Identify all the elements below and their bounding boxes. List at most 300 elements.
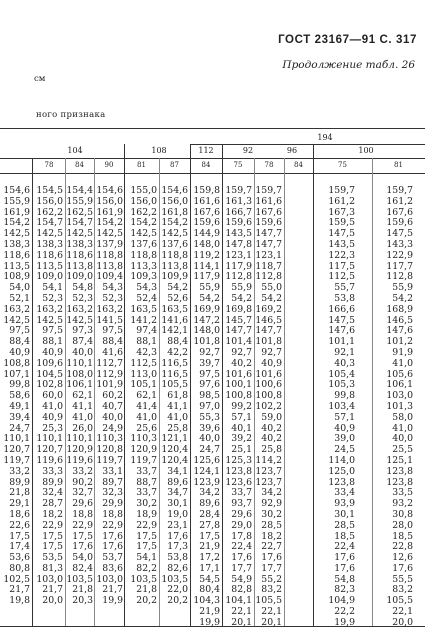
table-cell: 109,4 xyxy=(96,271,123,283)
table-cell: 167,6 xyxy=(193,206,220,218)
table-cell: 105,5 xyxy=(161,379,188,391)
table-cell: 159,7 xyxy=(328,185,355,196)
table-cell: 22,4 xyxy=(231,541,252,553)
table-cell: 88,7 xyxy=(136,476,157,488)
rule-head xyxy=(0,173,425,174)
table-cell: 88,4 xyxy=(167,336,188,348)
table-cell: 30,2 xyxy=(136,498,157,510)
table-cell: 121,1 xyxy=(161,433,188,445)
table-cell: 99,8 xyxy=(9,379,30,391)
table-cell: 97,5 xyxy=(9,325,30,337)
table-cell: 54,0 xyxy=(72,552,93,564)
table-cell: 20,2 xyxy=(167,595,188,607)
table-cell: 53,6 xyxy=(9,552,30,564)
table-cell: 105,1 xyxy=(130,379,157,391)
table-cell: 109,0 xyxy=(66,271,93,283)
table-cell: 21,8 xyxy=(72,584,93,596)
table-cell: 32,7 xyxy=(72,487,93,499)
table-cell: 80,8 xyxy=(9,562,30,574)
table-cell: 25,6 xyxy=(136,422,157,434)
table-cell: 24,7 xyxy=(9,422,30,434)
table-cell: 120,9 xyxy=(130,444,157,456)
table-cell: 163,2 xyxy=(66,303,93,315)
data-column xyxy=(33,186,63,607)
table-cell: 55,0 xyxy=(261,282,282,294)
table-cell: 105,4 xyxy=(328,368,355,380)
table-cell: 54,1 xyxy=(42,282,63,294)
table-cell: 54,9 xyxy=(231,573,252,585)
table-cell: 112,7 xyxy=(96,357,123,369)
table-cell: 17,4 xyxy=(9,541,30,553)
table-cell: 17,5 xyxy=(199,530,220,542)
table-cell: 118,7 xyxy=(255,260,282,272)
table-cell: 142,5 xyxy=(3,314,30,326)
table-cell: 24,5 xyxy=(334,444,355,456)
table-cell: 123,8 xyxy=(225,465,252,477)
table-cell: 161,3 xyxy=(225,195,252,207)
table-cell: 142,5 xyxy=(36,228,63,240)
table-cell: 159,5 xyxy=(328,217,355,229)
table-cell: 32,3 xyxy=(102,487,123,499)
table-cell: 21,9 xyxy=(199,541,220,553)
table-cell: 155,9 xyxy=(66,195,93,207)
table-cell: 40,1 xyxy=(231,422,252,434)
rule-v-9 xyxy=(284,158,285,626)
table-cell: 123,9 xyxy=(193,476,220,488)
rule-v-4 xyxy=(124,144,125,626)
table-cell: 154,6 xyxy=(96,185,123,196)
table-cell: 42,2 xyxy=(167,346,188,358)
table-cell: 109,0 xyxy=(36,271,63,283)
table-cell: 22,4 xyxy=(334,541,355,553)
table-cell: 18,5 xyxy=(334,530,355,542)
table-cell: 21,9 xyxy=(199,606,220,618)
table-cell: 109,9 xyxy=(161,271,188,283)
table-cell: 25,8 xyxy=(167,422,188,434)
table-cell: 156,0 xyxy=(36,195,63,207)
table-cell: 163,2 xyxy=(3,303,30,315)
data-column xyxy=(222,186,252,629)
table-cell: 17,8 xyxy=(231,530,252,542)
table-cell: 147,6 xyxy=(328,325,355,337)
table-cell: 110,1 xyxy=(66,357,93,369)
data-column xyxy=(191,186,220,629)
table-cell: 125,3 xyxy=(225,454,252,466)
table-cell: 110,3 xyxy=(130,433,157,445)
table-cell: 159,6 xyxy=(386,217,413,229)
table-cell: 99,2 xyxy=(231,400,252,412)
table-cell: 17,2 xyxy=(199,552,220,564)
table-cell: 82,6 xyxy=(167,562,188,574)
table-cell: 39,4 xyxy=(9,411,30,423)
table-cell: 25,8 xyxy=(261,444,282,456)
table-cell: 114,1 xyxy=(193,260,220,272)
table-cell: 41,1 xyxy=(167,400,188,412)
table-cell: 113,5 xyxy=(3,260,30,272)
table-cell: 55,9 xyxy=(231,282,252,294)
table-cell: 107,1 xyxy=(3,368,30,380)
table-cell: 24,9 xyxy=(102,422,123,434)
table-cell: 161,9 xyxy=(3,206,30,218)
table-cell: 92,7 xyxy=(231,346,252,358)
table-cell: 92,7 xyxy=(261,346,282,358)
table-cell: 17,6 xyxy=(334,552,355,564)
table-cell: 116,5 xyxy=(161,368,188,380)
subheader: 84 xyxy=(201,161,211,169)
table-cell: 22,7 xyxy=(261,541,282,553)
table-cell: 109,6 xyxy=(36,357,63,369)
table-cell: 52,3 xyxy=(42,292,63,304)
table-cell: 19,8 xyxy=(9,595,30,607)
table-cell: 161,2 xyxy=(386,195,413,207)
table-cell: 159,7 xyxy=(386,185,413,196)
table-cell: 138,3 xyxy=(36,238,63,250)
table-cell: 23,1 xyxy=(167,519,188,531)
table-cell: 117,9 xyxy=(193,271,220,283)
table-cell: 39,0 xyxy=(334,433,355,445)
table-cell: 82,2 xyxy=(136,562,157,574)
table-cell: 163,2 xyxy=(96,303,123,315)
table-cell: 147,5 xyxy=(328,314,355,326)
table-cell: 18,5 xyxy=(392,530,413,542)
table-cell: 147,7 xyxy=(225,325,252,337)
table-cell: 120,7 xyxy=(36,444,63,456)
table-cell: 101,8 xyxy=(193,336,220,348)
table-cell: 55,3 xyxy=(199,411,220,423)
table-cell: 54,2 xyxy=(261,292,282,304)
table-cell: 93,2 xyxy=(392,498,413,510)
data-column xyxy=(64,186,93,607)
table-cell: 33,2 xyxy=(9,465,30,477)
table-cell: 123,8 xyxy=(386,465,413,477)
table-cell: 54,1 xyxy=(136,552,157,564)
table-cell: 22,9 xyxy=(102,519,123,531)
data-column xyxy=(126,186,157,607)
table-cell: 169,8 xyxy=(225,303,252,315)
table-cell: 40,9 xyxy=(9,346,30,358)
table-cell: 154,7 xyxy=(66,217,93,229)
table-cell: 108,9 xyxy=(3,271,30,283)
table-cell: 18,2 xyxy=(42,508,63,520)
table-cell: 22,9 xyxy=(72,519,93,531)
table-cell: 21,8 xyxy=(136,584,157,596)
table-cell: 58,0 xyxy=(392,411,413,423)
table-cell: 17,7 xyxy=(261,562,282,574)
data-column xyxy=(0,186,30,607)
table-cell: 25,3 xyxy=(42,422,63,434)
table-cell: 18,9 xyxy=(136,508,157,520)
table-cell: 169,2 xyxy=(255,303,282,315)
rule-group xyxy=(190,144,425,145)
table-cell: 54,5 xyxy=(199,573,220,585)
table-cell: 119,7 xyxy=(130,454,157,466)
table-cell: 142,5 xyxy=(36,314,63,326)
table-cell: 146,5 xyxy=(255,314,282,326)
table-cell: 97,5 xyxy=(102,325,123,337)
table-cell: 29,9 xyxy=(102,498,123,510)
table-cell: 92,1 xyxy=(334,346,355,358)
table-cell: 29,1 xyxy=(9,498,30,510)
table-cell: 34,2 xyxy=(199,487,220,499)
table-cell: 33,2 xyxy=(72,465,93,477)
table-cell: 123,8 xyxy=(328,476,355,488)
table-cell: 52,6 xyxy=(167,292,188,304)
table-cell: 58,6 xyxy=(9,390,30,402)
table-cell: 156,0 xyxy=(130,195,157,207)
table-cell: 110,1 xyxy=(3,433,30,445)
table-cell: 40,0 xyxy=(102,411,123,423)
table-cell: 17,5 xyxy=(9,530,30,542)
table-cell: 19,9 xyxy=(199,616,220,628)
table-cell: 137,9 xyxy=(96,238,123,250)
table-cell: 144,9 xyxy=(193,228,220,240)
table-cell: 55,7 xyxy=(334,282,355,294)
table-cell: 103,0 xyxy=(96,573,123,585)
table-cell: 62,1 xyxy=(72,390,93,402)
table-cell: 110,3 xyxy=(96,433,123,445)
table-cell: 60,2 xyxy=(102,390,123,402)
table-cell: 155,9 xyxy=(3,195,30,207)
table-cell: 22,9 xyxy=(42,519,63,531)
table-cell: 33,7 xyxy=(136,465,157,477)
table-cell: 21,8 xyxy=(9,487,30,499)
table-cell: 112,5 xyxy=(130,357,157,369)
table-cell: 103,5 xyxy=(130,573,157,585)
table-cell: 166,7 xyxy=(225,206,252,218)
table-cell: 167,6 xyxy=(255,206,282,218)
table-cell: 119,6 xyxy=(66,454,93,466)
table-cell: 41,0 xyxy=(42,400,63,412)
table-cell: 147,2 xyxy=(193,314,220,326)
table-cell: 39,2 xyxy=(231,433,252,445)
table-cell: 40,7 xyxy=(102,400,123,412)
table-cell: 28,7 xyxy=(42,498,63,510)
table-cell: 108,0 xyxy=(66,368,93,380)
table-cell: 154,6 xyxy=(3,185,30,196)
table-cell: 112,5 xyxy=(328,271,355,283)
table-cell: 19,9 xyxy=(334,616,355,628)
table-cell: 19,9 xyxy=(102,595,123,607)
table-cell: 54,2 xyxy=(167,282,188,294)
table-cell: 30,1 xyxy=(334,508,355,520)
table-cell: 40,0 xyxy=(199,433,220,445)
standard-header: ГОСТ 23167—91 С. 317 xyxy=(278,34,417,46)
table-cell: 113,8 xyxy=(161,260,188,272)
table-cell: 103,5 xyxy=(66,573,93,585)
table-cell: 100,1 xyxy=(225,379,252,391)
subheader: 84 xyxy=(294,161,303,169)
table-cell: 123,6 xyxy=(225,476,252,488)
table-cell: 154,2 xyxy=(3,217,30,229)
table-cell: 18,8 xyxy=(72,508,93,520)
table-cell: 167,6 xyxy=(386,206,413,218)
table-cell: 147,5 xyxy=(386,228,413,240)
table-cell: 97,5 xyxy=(42,325,63,337)
table-cell: 54,2 xyxy=(392,292,413,304)
table-cell: 147,6 xyxy=(386,325,413,337)
table-cell: 87,4 xyxy=(72,336,93,348)
row-label-fragment: ного признака xyxy=(36,110,106,120)
table-cell: 119,2 xyxy=(193,249,220,261)
table-cell: 162,5 xyxy=(66,206,93,218)
subheader: 81 xyxy=(394,161,403,169)
table-cell: 18,8 xyxy=(102,508,123,520)
table-cell: 143,3 xyxy=(386,238,413,250)
table-cell: 52,3 xyxy=(102,292,123,304)
table-cell: 104,3 xyxy=(193,595,220,607)
subheader: 87 xyxy=(170,161,179,169)
table-cell: 30,2 xyxy=(261,508,282,520)
table-cell: 125,1 xyxy=(386,454,413,466)
table-cell: 82,3 xyxy=(334,584,355,596)
table-cell: 82,4 xyxy=(72,562,93,574)
group-header: 108 xyxy=(151,146,167,155)
table-cell: 93,7 xyxy=(231,498,252,510)
table-cell: 12,6 xyxy=(392,552,413,564)
table-cell: 40,2 xyxy=(231,357,252,369)
table-cell: 28,5 xyxy=(334,519,355,531)
table-cell: 57,1 xyxy=(334,411,355,423)
table-cell: 82,8 xyxy=(231,584,252,596)
table-cell: 22,9 xyxy=(136,519,157,531)
table-cell: 27,8 xyxy=(199,519,220,531)
table-cell: 120,9 xyxy=(66,444,93,456)
table-cell: 89,6 xyxy=(167,476,188,488)
table-cell: 123,1 xyxy=(225,249,252,261)
table-cell: 53,8 xyxy=(334,292,355,304)
table-cell: 52,3 xyxy=(72,292,93,304)
table-cell: 162,2 xyxy=(130,206,157,218)
group-header: 104 xyxy=(67,146,83,155)
table-cell: 159,6 xyxy=(193,217,220,229)
table-cell: 17,5 xyxy=(42,530,63,542)
table-cell: 99,8 xyxy=(334,390,355,402)
table-cell: 147,8 xyxy=(225,238,252,250)
table-cell: 18,2 xyxy=(261,530,282,542)
table-cell: 142,5 xyxy=(3,228,30,240)
table-cell: 103,5 xyxy=(161,573,188,585)
table-cell: 123,1 xyxy=(255,249,282,261)
table-cell: 28,4 xyxy=(199,508,220,520)
table-cell: 97,6 xyxy=(199,379,220,391)
table-cell: 54,3 xyxy=(102,282,123,294)
table-cell: 142,5 xyxy=(96,228,123,240)
table-cell: 102,8 xyxy=(36,379,63,391)
table-cell: 159,8 xyxy=(193,185,220,196)
table-cell: 39,6 xyxy=(199,422,220,434)
table-cell: 29,6 xyxy=(231,508,252,520)
table-cell: 109,3 xyxy=(130,271,157,283)
table-cell: 161,6 xyxy=(255,195,282,207)
table-cell: 54,2 xyxy=(199,292,220,304)
table-cell: 145,7 xyxy=(225,314,252,326)
table-cell: 89,7 xyxy=(102,476,123,488)
table-cell: 97,4 xyxy=(136,325,157,337)
table-cell: 168,9 xyxy=(386,303,413,315)
table-cell: 97,0 xyxy=(199,400,220,412)
table-cell: 148,0 xyxy=(193,325,220,337)
table-cell: 159,7 xyxy=(255,185,282,196)
table-cell: 112,9 xyxy=(96,368,123,380)
table-cell: 148,0 xyxy=(193,238,220,250)
table-cell: 54,2 xyxy=(231,292,252,304)
table-cell: 167,3 xyxy=(328,206,355,218)
table-cell: 21,7 xyxy=(42,584,63,596)
table-cell: 123,8 xyxy=(386,476,413,488)
group-header: 92 xyxy=(242,146,254,155)
rule-sub xyxy=(0,158,425,159)
table-cell: 120,7 xyxy=(3,444,30,456)
table-cell: 52,4 xyxy=(136,292,157,304)
table-cell: 108,8 xyxy=(3,357,30,369)
table-cell: 17,6 xyxy=(261,552,282,564)
table-cell: 138,3 xyxy=(66,238,93,250)
table-cell: 105,6 xyxy=(386,368,413,380)
table-cell: 89,9 xyxy=(9,476,30,488)
table-cell: 54,0 xyxy=(9,282,30,294)
table-cell: 89,6 xyxy=(199,498,220,510)
table-cell: 114,0 xyxy=(328,454,355,466)
table-cell: 159,6 xyxy=(255,217,282,229)
table-cell: 32,4 xyxy=(42,487,63,499)
table-cell: 22,0 xyxy=(167,584,188,596)
table-cell: 55,5 xyxy=(392,573,413,585)
table-cell: 141,6 xyxy=(161,314,188,326)
table-cell: 104,9 xyxy=(328,595,355,607)
table-cell: 117,5 xyxy=(328,260,355,272)
table-cell: 29,0 xyxy=(231,519,252,531)
table-cell: 28,0 xyxy=(392,519,413,531)
table-cell: 80,4 xyxy=(199,584,220,596)
table-cell: 17,5 xyxy=(42,541,63,553)
table-cell: 122,3 xyxy=(328,249,355,261)
table-cell: 93,9 xyxy=(334,498,355,510)
table-cell: 20,1 xyxy=(261,616,282,628)
table-cell: 17,6 xyxy=(392,562,413,574)
table-cell: 142,5 xyxy=(66,228,93,240)
group-header: 100 xyxy=(358,146,374,155)
table-cell: 120,8 xyxy=(96,444,123,456)
table-cell: 101,4 xyxy=(225,336,252,348)
table-cell: 30,8 xyxy=(392,508,413,520)
table-cell: 53,7 xyxy=(102,552,123,564)
table-cell: 104,5 xyxy=(36,368,63,380)
table-cell: 103,0 xyxy=(36,573,63,585)
data-column xyxy=(158,186,188,607)
table-cell: 40,9 xyxy=(334,422,355,434)
table-cell: 18,6 xyxy=(9,508,30,520)
table-cell: 33,5 xyxy=(392,487,413,499)
table-cell: 125,0 xyxy=(328,465,355,477)
table-cell: 19,0 xyxy=(167,508,188,520)
table-cell: 41,0 xyxy=(392,357,413,369)
table-cell: 55,9 xyxy=(392,282,413,294)
table-cell: 88,1 xyxy=(136,336,157,348)
table-cell: 83,2 xyxy=(392,584,413,596)
table-cell: 116,5 xyxy=(161,357,188,369)
table-cell: 154,5 xyxy=(36,185,63,196)
table-cell: 33,3 xyxy=(42,465,63,477)
table-cell: 161,6 xyxy=(193,195,220,207)
group-header: 96 xyxy=(286,146,298,155)
table-cell: 53,8 xyxy=(167,552,188,564)
table-cell: 41,0 xyxy=(72,411,93,423)
table-cell: 101,8 xyxy=(255,336,282,348)
table-cell: 104,1 xyxy=(225,595,252,607)
table-cell: 20,1 xyxy=(231,616,252,628)
table-cell: 97,3 xyxy=(72,325,93,337)
table-cell: 89,9 xyxy=(42,476,63,488)
